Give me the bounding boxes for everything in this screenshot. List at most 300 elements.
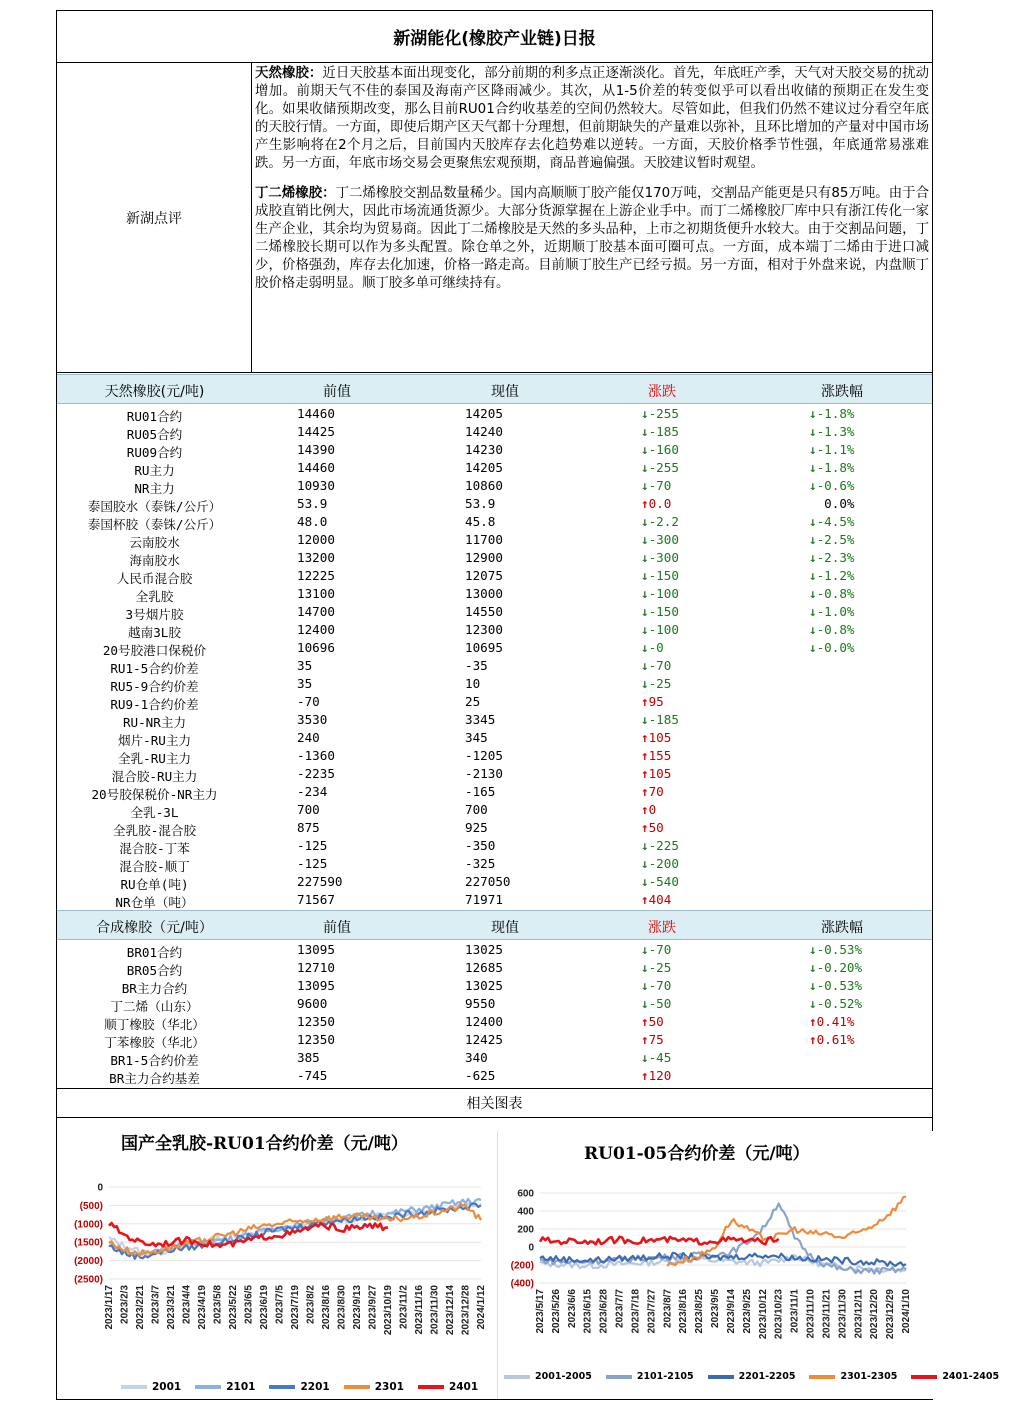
cell: 3530	[297, 712, 328, 727]
legend-item	[269, 1381, 329, 1393]
x-tick-label: 2024/1/10	[901, 1289, 912, 1334]
y-tick-label: 400	[517, 1206, 534, 1218]
cell: 12400	[465, 1014, 503, 1029]
cell-value: -0.8%	[816, 622, 855, 637]
cell-value: -1.0%	[816, 604, 855, 619]
cell	[809, 604, 919, 619]
legend-label: 2101	[226, 1381, 256, 1393]
natural-rubber-comment	[255, 65, 929, 174]
chart-legend	[504, 1371, 1013, 1382]
cell: 25	[465, 694, 481, 709]
x-tick-label: 2023/11/10	[805, 1289, 817, 1339]
arrow-up-icon: ↑	[641, 748, 649, 763]
cell	[641, 658, 741, 673]
cell-value: 105	[648, 766, 672, 781]
cell-value: -225	[648, 838, 679, 853]
cell: 10860	[465, 478, 503, 493]
cell: 越南3L胶	[128, 625, 181, 640]
cell: 345	[465, 730, 488, 745]
x-tick-label: 2023/8/30	[336, 1285, 348, 1330]
legend-label: 2301	[374, 1381, 404, 1393]
cell-value: -0.52%	[816, 996, 863, 1011]
series-line-2201-2205	[540, 1253, 906, 1266]
x-tick-label: 2023/6/28	[598, 1289, 610, 1334]
arrow-down-icon: ↓	[641, 442, 649, 457]
cell	[809, 424, 919, 439]
cell-value: -1.2%	[816, 568, 855, 583]
column-header: 天然橡胶(元/吨)	[104, 384, 205, 400]
cell-value: -185	[648, 712, 679, 727]
cell	[809, 640, 919, 655]
cell: 12350	[297, 1032, 335, 1047]
x-tick-label: 2023/9/14	[725, 1289, 737, 1334]
cell	[641, 784, 741, 799]
cell: 14460	[297, 460, 335, 475]
column-header: 前值	[323, 920, 351, 936]
cell: 13025	[465, 942, 503, 957]
cell-value: -25	[648, 676, 672, 691]
cell-value: -1.1%	[816, 442, 855, 457]
chart-ru01-05	[497, 1131, 1000, 1399]
x-tick-label: 2023/6/5	[243, 1285, 255, 1324]
cell: 227590	[297, 874, 343, 889]
cell-value: -0.0%	[816, 640, 855, 655]
arrow-down-icon: ↓	[809, 640, 817, 655]
cell: RU09合约	[126, 445, 183, 460]
x-tick-label: 2023/11/1	[789, 1289, 801, 1333]
cell: 14550	[465, 604, 503, 619]
cell-value: -1.8%	[816, 406, 855, 421]
cell	[641, 1068, 741, 1083]
arrow-down-icon: ↓	[641, 478, 649, 493]
arrow-down-icon: ↓	[641, 712, 649, 727]
cell: RU01合约	[126, 409, 183, 424]
chart-plot	[498, 1167, 933, 1395]
legend-label: 2401	[448, 1381, 479, 1393]
x-tick-label: 2023/7/27	[646, 1289, 658, 1334]
cell-value: -25	[648, 960, 672, 975]
table-row	[57, 477, 932, 495]
cell-value: -70	[648, 478, 672, 493]
cell: 全乳胶-混合胶	[112, 823, 197, 838]
cell: RU1-5合约价差	[110, 661, 199, 676]
x-tick-label: 2023/8/7	[662, 1289, 674, 1328]
cell: 13000	[465, 586, 503, 601]
table-row	[57, 819, 932, 837]
cell-value: -200	[648, 856, 679, 871]
cell: NR主力	[134, 481, 175, 496]
cell: 12350	[297, 1014, 335, 1029]
table-row	[57, 549, 932, 567]
cell: 14205	[465, 460, 503, 475]
cell-value: -0.53%	[816, 942, 863, 957]
cell-value: -300	[648, 550, 679, 565]
cell: 13095	[297, 942, 335, 957]
cell: 14205	[465, 406, 503, 421]
column-header: 前值	[323, 384, 351, 400]
arrow-up-icon: ↑	[641, 730, 649, 745]
legend-swatch	[418, 1385, 444, 1389]
x-tick-label: 2023/6/15	[582, 1289, 594, 1334]
table-header	[57, 910, 932, 940]
cell: BR主力合约	[121, 981, 188, 996]
table-row	[57, 603, 932, 621]
cell: 875	[297, 820, 320, 835]
cell: 13100	[297, 586, 335, 601]
y-tick-label: 200	[517, 1224, 534, 1236]
cell	[809, 568, 919, 583]
table-row	[57, 639, 932, 657]
cell: 12225	[297, 568, 335, 583]
x-tick-label: 2023/5/17	[535, 1289, 546, 1334]
cell-value: -70	[648, 658, 672, 673]
x-tick-label: 2023/7/5	[274, 1285, 286, 1324]
arrow-up-icon: ↑	[641, 784, 649, 799]
cell: 12900	[465, 550, 503, 565]
arrow-up-icon: ↑	[641, 766, 649, 781]
arrow-down-icon: ↓	[641, 532, 649, 547]
cell: -165	[465, 784, 496, 799]
arrow-up-icon: ↑	[641, 1068, 649, 1083]
cell	[809, 550, 919, 565]
arrow-down-icon: ↓	[809, 622, 817, 637]
cell: BR05合约	[126, 963, 183, 978]
chart-latex-ru01	[59, 1123, 495, 1399]
cell: 35	[297, 676, 313, 691]
cell: 丁苯橡胶（华北）	[104, 1035, 205, 1050]
legend-label: 2401-2405	[942, 1371, 1000, 1382]
cell: 12300	[465, 622, 503, 637]
arrow-down-icon: ↓	[641, 604, 649, 619]
cell-value: -540	[648, 874, 679, 889]
cell	[641, 820, 741, 835]
cell	[641, 550, 741, 565]
cell: 340	[465, 1050, 488, 1065]
column-header: 合成橡胶（元/吨）	[96, 920, 213, 936]
cell	[641, 478, 741, 493]
cell: 10930	[297, 478, 335, 493]
arrow-down-icon: ↓	[641, 406, 649, 421]
cell	[809, 622, 919, 637]
cell: 71567	[297, 892, 335, 907]
x-tick-label: 2023/11/21	[821, 1289, 833, 1339]
cell-value: 404	[648, 892, 672, 907]
y-tick-label: 0	[528, 1242, 534, 1254]
cell: 48.0	[297, 514, 328, 529]
legend-swatch	[809, 1375, 835, 1379]
cell-value: -0.53%	[816, 978, 863, 993]
cell: RU5-9合约价差	[110, 679, 199, 694]
x-tick-label: 2023/12/14	[445, 1285, 456, 1336]
cell: RU9-1合约价差	[110, 697, 199, 712]
arrow-down-icon: ↓	[809, 424, 817, 439]
cell	[641, 996, 741, 1011]
arrow-down-icon: ↓	[641, 856, 649, 871]
table-row	[57, 765, 932, 783]
column-header: 涨跌幅	[821, 384, 863, 400]
x-tick-label: 2023/7/7	[614, 1289, 626, 1328]
cell: 925	[465, 820, 488, 835]
cell	[809, 960, 919, 975]
cell: -234	[297, 784, 328, 799]
arrow-down-icon: ↓	[641, 622, 649, 637]
cell-value: 155	[648, 748, 672, 763]
cell: -350	[465, 838, 496, 853]
table-row	[57, 941, 932, 959]
cell	[641, 640, 741, 655]
x-tick-label: 2023/9/27	[367, 1285, 379, 1330]
arrow-down-icon: ↓	[641, 640, 649, 655]
arrow-down-icon: ↓	[641, 838, 649, 853]
legend-label: 2001-2005	[535, 1371, 592, 1382]
x-tick-label: 2023/5/8	[212, 1285, 224, 1324]
cell	[809, 460, 919, 475]
cell: -2130	[465, 766, 503, 781]
cell	[641, 978, 741, 993]
cell: 海南胶水	[129, 553, 180, 568]
legend-item	[195, 1381, 255, 1393]
cell	[641, 1050, 741, 1065]
cell: 12400	[297, 622, 335, 637]
cell	[809, 1032, 919, 1047]
cell: 10695	[465, 640, 503, 655]
x-tick-label: 2023/4/4	[181, 1285, 193, 1324]
cell	[641, 856, 741, 871]
cell: 14425	[297, 424, 335, 439]
natural-rubber-heading: 天然橡胶：	[255, 66, 323, 81]
cell-value: -4.5%	[816, 514, 855, 529]
legend-swatch	[195, 1385, 221, 1389]
page-title: 新湖能化(橡胶产业链)日报	[57, 11, 932, 63]
cell: 全乳-RU主力	[117, 751, 192, 766]
legend-swatch	[606, 1375, 632, 1379]
arrow-down-icon: ↓	[641, 960, 649, 975]
table-row	[57, 621, 932, 639]
cell: 全乳-3L	[130, 805, 179, 820]
cell: 泰国杯胶（泰铢/公斤）	[87, 517, 222, 532]
cell-value: -150	[648, 604, 679, 619]
arrow-up-icon: ↑	[641, 820, 649, 835]
cell-value: -2.2	[648, 514, 679, 529]
cell: BR01合约	[126, 945, 183, 960]
cell	[809, 406, 919, 421]
column-header: 涨跌	[648, 920, 676, 936]
legend-label: 2001	[152, 1381, 182, 1393]
table-row	[57, 1013, 932, 1031]
arrow-down-icon: ↓	[809, 942, 817, 957]
cell: 20号胶港口保税价	[102, 643, 207, 658]
cell: 全乳胶	[135, 589, 174, 604]
cell: -1205	[465, 748, 503, 763]
legend-swatch	[504, 1375, 530, 1379]
cell: RU主力	[134, 463, 175, 478]
table-row	[57, 995, 932, 1013]
legend-swatch	[911, 1375, 937, 1379]
cell: 13025	[465, 978, 503, 993]
arrow-down-icon: ↓	[809, 604, 817, 619]
cell-value: 75	[648, 1032, 664, 1047]
cell: 240	[297, 730, 320, 745]
arrow-down-icon: ↓	[809, 460, 817, 475]
y-tick-label: (2500)	[74, 1274, 103, 1286]
arrow-down-icon: ↓	[641, 996, 649, 1011]
cell	[641, 748, 741, 763]
table-row	[57, 873, 932, 891]
cell-value: 120	[648, 1068, 672, 1083]
x-tick-label: 2023/7/18	[630, 1289, 642, 1334]
cell-value: -100	[648, 586, 679, 601]
x-tick-label: 2023/9/13	[352, 1285, 363, 1330]
arrow-down-icon: ↓	[809, 532, 817, 547]
cell	[641, 442, 741, 457]
arrow-down-icon: ↓	[809, 960, 817, 975]
arrow-down-icon: ↓	[641, 550, 649, 565]
legend-label: 2201-2205	[738, 1371, 796, 1382]
arrow-up-icon: ↑	[641, 496, 649, 511]
arrow-down-icon: ↓	[809, 406, 817, 421]
legend-item	[418, 1381, 478, 1393]
legend-item	[121, 1381, 181, 1393]
cell	[809, 496, 919, 511]
cell: -70	[297, 694, 320, 709]
legend-item	[344, 1381, 404, 1393]
legend-swatch	[269, 1385, 295, 1389]
y-tick-label: 600	[517, 1188, 534, 1200]
cell: 385	[297, 1050, 320, 1065]
x-tick-label: 2023/12/11	[853, 1289, 865, 1339]
arrow-down-icon: ↓	[641, 874, 649, 889]
table-row	[57, 405, 932, 423]
cell	[641, 960, 741, 975]
cell: 71971	[465, 892, 503, 907]
br-rubber-heading: 丁二烯橡胶：	[255, 185, 336, 201]
legend-item	[708, 1371, 796, 1382]
commentary-label: 新湖点评	[57, 63, 252, 372]
legend-item	[809, 1371, 897, 1382]
x-tick-label: 2023/6/6	[566, 1289, 578, 1328]
x-tick-label: 2023/1/17	[104, 1285, 115, 1330]
cell	[809, 478, 919, 493]
x-tick-label: 2023/12/20	[869, 1289, 881, 1340]
cell: -35	[465, 658, 488, 673]
cell: 丁二烯（山东）	[110, 999, 199, 1014]
cell: 35	[297, 658, 313, 673]
cell	[809, 978, 919, 993]
arrow-up-icon: ↑	[809, 1032, 817, 1047]
cell: 12685	[465, 960, 503, 975]
cell: 10696	[297, 640, 335, 655]
cell	[809, 1014, 919, 1029]
cell	[641, 586, 741, 601]
cell-value: -0.6%	[816, 478, 855, 493]
cell-value: -0	[648, 640, 664, 655]
cell: 11700	[465, 532, 503, 547]
x-tick-label: 2023/10/19	[383, 1285, 394, 1336]
cell: 10	[465, 676, 481, 691]
x-tick-label: 2023/5/22	[228, 1285, 239, 1330]
cell: 14460	[297, 406, 335, 421]
x-tick-label: 2023/12/28	[460, 1285, 472, 1336]
cell: 混合胶-RU主力	[111, 769, 198, 784]
table-row	[57, 801, 932, 819]
cell	[641, 568, 741, 583]
cell-value: -1.8%	[816, 460, 855, 475]
x-tick-label: 2023/2/3	[119, 1285, 131, 1324]
cell	[641, 874, 741, 889]
cell: -125	[297, 856, 328, 871]
x-tick-label: 2024/1/12	[476, 1285, 487, 1330]
cell	[641, 622, 741, 637]
cell-value: 50	[648, 1014, 664, 1029]
cell-value: -70	[648, 978, 672, 993]
arrow-down-icon: ↓	[809, 550, 817, 565]
cell: 45.8	[465, 514, 496, 529]
cell-value: -50	[648, 996, 672, 1011]
x-tick-label: 2023/9/25	[741, 1289, 753, 1334]
cell: 3345	[465, 712, 496, 727]
column-header: 涨跌	[648, 384, 676, 400]
x-tick-label: 2023/4/19	[197, 1285, 208, 1330]
cell-value: 95	[648, 694, 664, 709]
arrow-down-icon: ↓	[809, 478, 817, 493]
cell: 9550	[465, 996, 496, 1011]
arrow-up-icon: ↑	[641, 802, 649, 817]
y-tick-label: (400)	[510, 1278, 534, 1290]
cell: 14240	[465, 424, 503, 439]
x-tick-label: 2023/5/26	[550, 1289, 562, 1334]
chart-title: RU01-05合约价差（元/吨）	[584, 1144, 810, 1164]
cell: -325	[465, 856, 496, 871]
cell	[809, 586, 919, 601]
br-rubber-body: 丁二烯橡胶交割品数量稀少。国内高顺顺丁胶产能仅170万吨，交割品产能更是只有85万吨。由于合成胶直销比例大，因此市场流通货源少。大部分货源掌握在上游企业手中。而丁二烯橡胶厂库中只有浙江传化一家生产企业，其余均为贸易商。因此丁二烯橡胶是天然的多头品种，上市之初期货便升水较大。由于交割品问题，丁二烯橡胶长期可以作为多头配置。除仓单之外，近期顺丁胶基本面可圈可点。一方面，成本端丁二烯由于进口减少，价格强劲，库存去化加速，价格一路走高。目前顺丁胶生产已经亏损。另一方面，相对于外盘来说，内盘顺丁胶价格走弱明显。顺丁胶多单可继续持有。	[255, 185, 929, 292]
legend-item	[504, 1371, 592, 1382]
arrow-down-icon: ↓	[809, 586, 817, 601]
cell-value: -150	[648, 568, 679, 583]
cell: 云南胶水	[129, 535, 180, 550]
cell-value: -160	[648, 442, 679, 457]
arrow-down-icon: ↓	[641, 658, 649, 673]
x-tick-label: 2023/11/30	[837, 1289, 849, 1339]
y-tick-label: (1000)	[74, 1219, 103, 1231]
x-tick-label: 2023/3/7	[150, 1285, 162, 1324]
cell	[641, 496, 741, 511]
table-row	[57, 585, 932, 603]
legend-label: 2101-2105	[636, 1371, 694, 1382]
cell	[809, 996, 919, 1011]
cell-value: -255	[648, 460, 679, 475]
cell-value: 50	[648, 820, 664, 835]
table-row	[57, 459, 932, 477]
cell: 3号烟片胶	[125, 607, 184, 622]
arrow-down-icon: ↓	[641, 460, 649, 475]
arrow-down-icon: ↓	[809, 978, 817, 993]
table-row	[57, 747, 932, 765]
x-tick-label: 2023/8/25	[694, 1289, 706, 1334]
x-tick-label: 2023/10/23	[773, 1289, 785, 1340]
cell-value: -100	[648, 622, 679, 637]
cell: NR仓单（吨）	[115, 895, 194, 910]
x-tick-label: 2023/12/29	[885, 1289, 897, 1340]
report-frame	[56, 10, 1000, 1400]
cell	[809, 942, 919, 957]
cell: 顺丁橡胶（华北）	[104, 1017, 205, 1032]
arrow-down-icon: ↓	[641, 514, 649, 529]
y-tick-label: (500)	[79, 1200, 103, 1212]
cell: -625	[465, 1068, 496, 1083]
table-row	[57, 959, 932, 977]
cell: 53.9	[297, 496, 328, 511]
column-header: 现值	[491, 920, 519, 936]
